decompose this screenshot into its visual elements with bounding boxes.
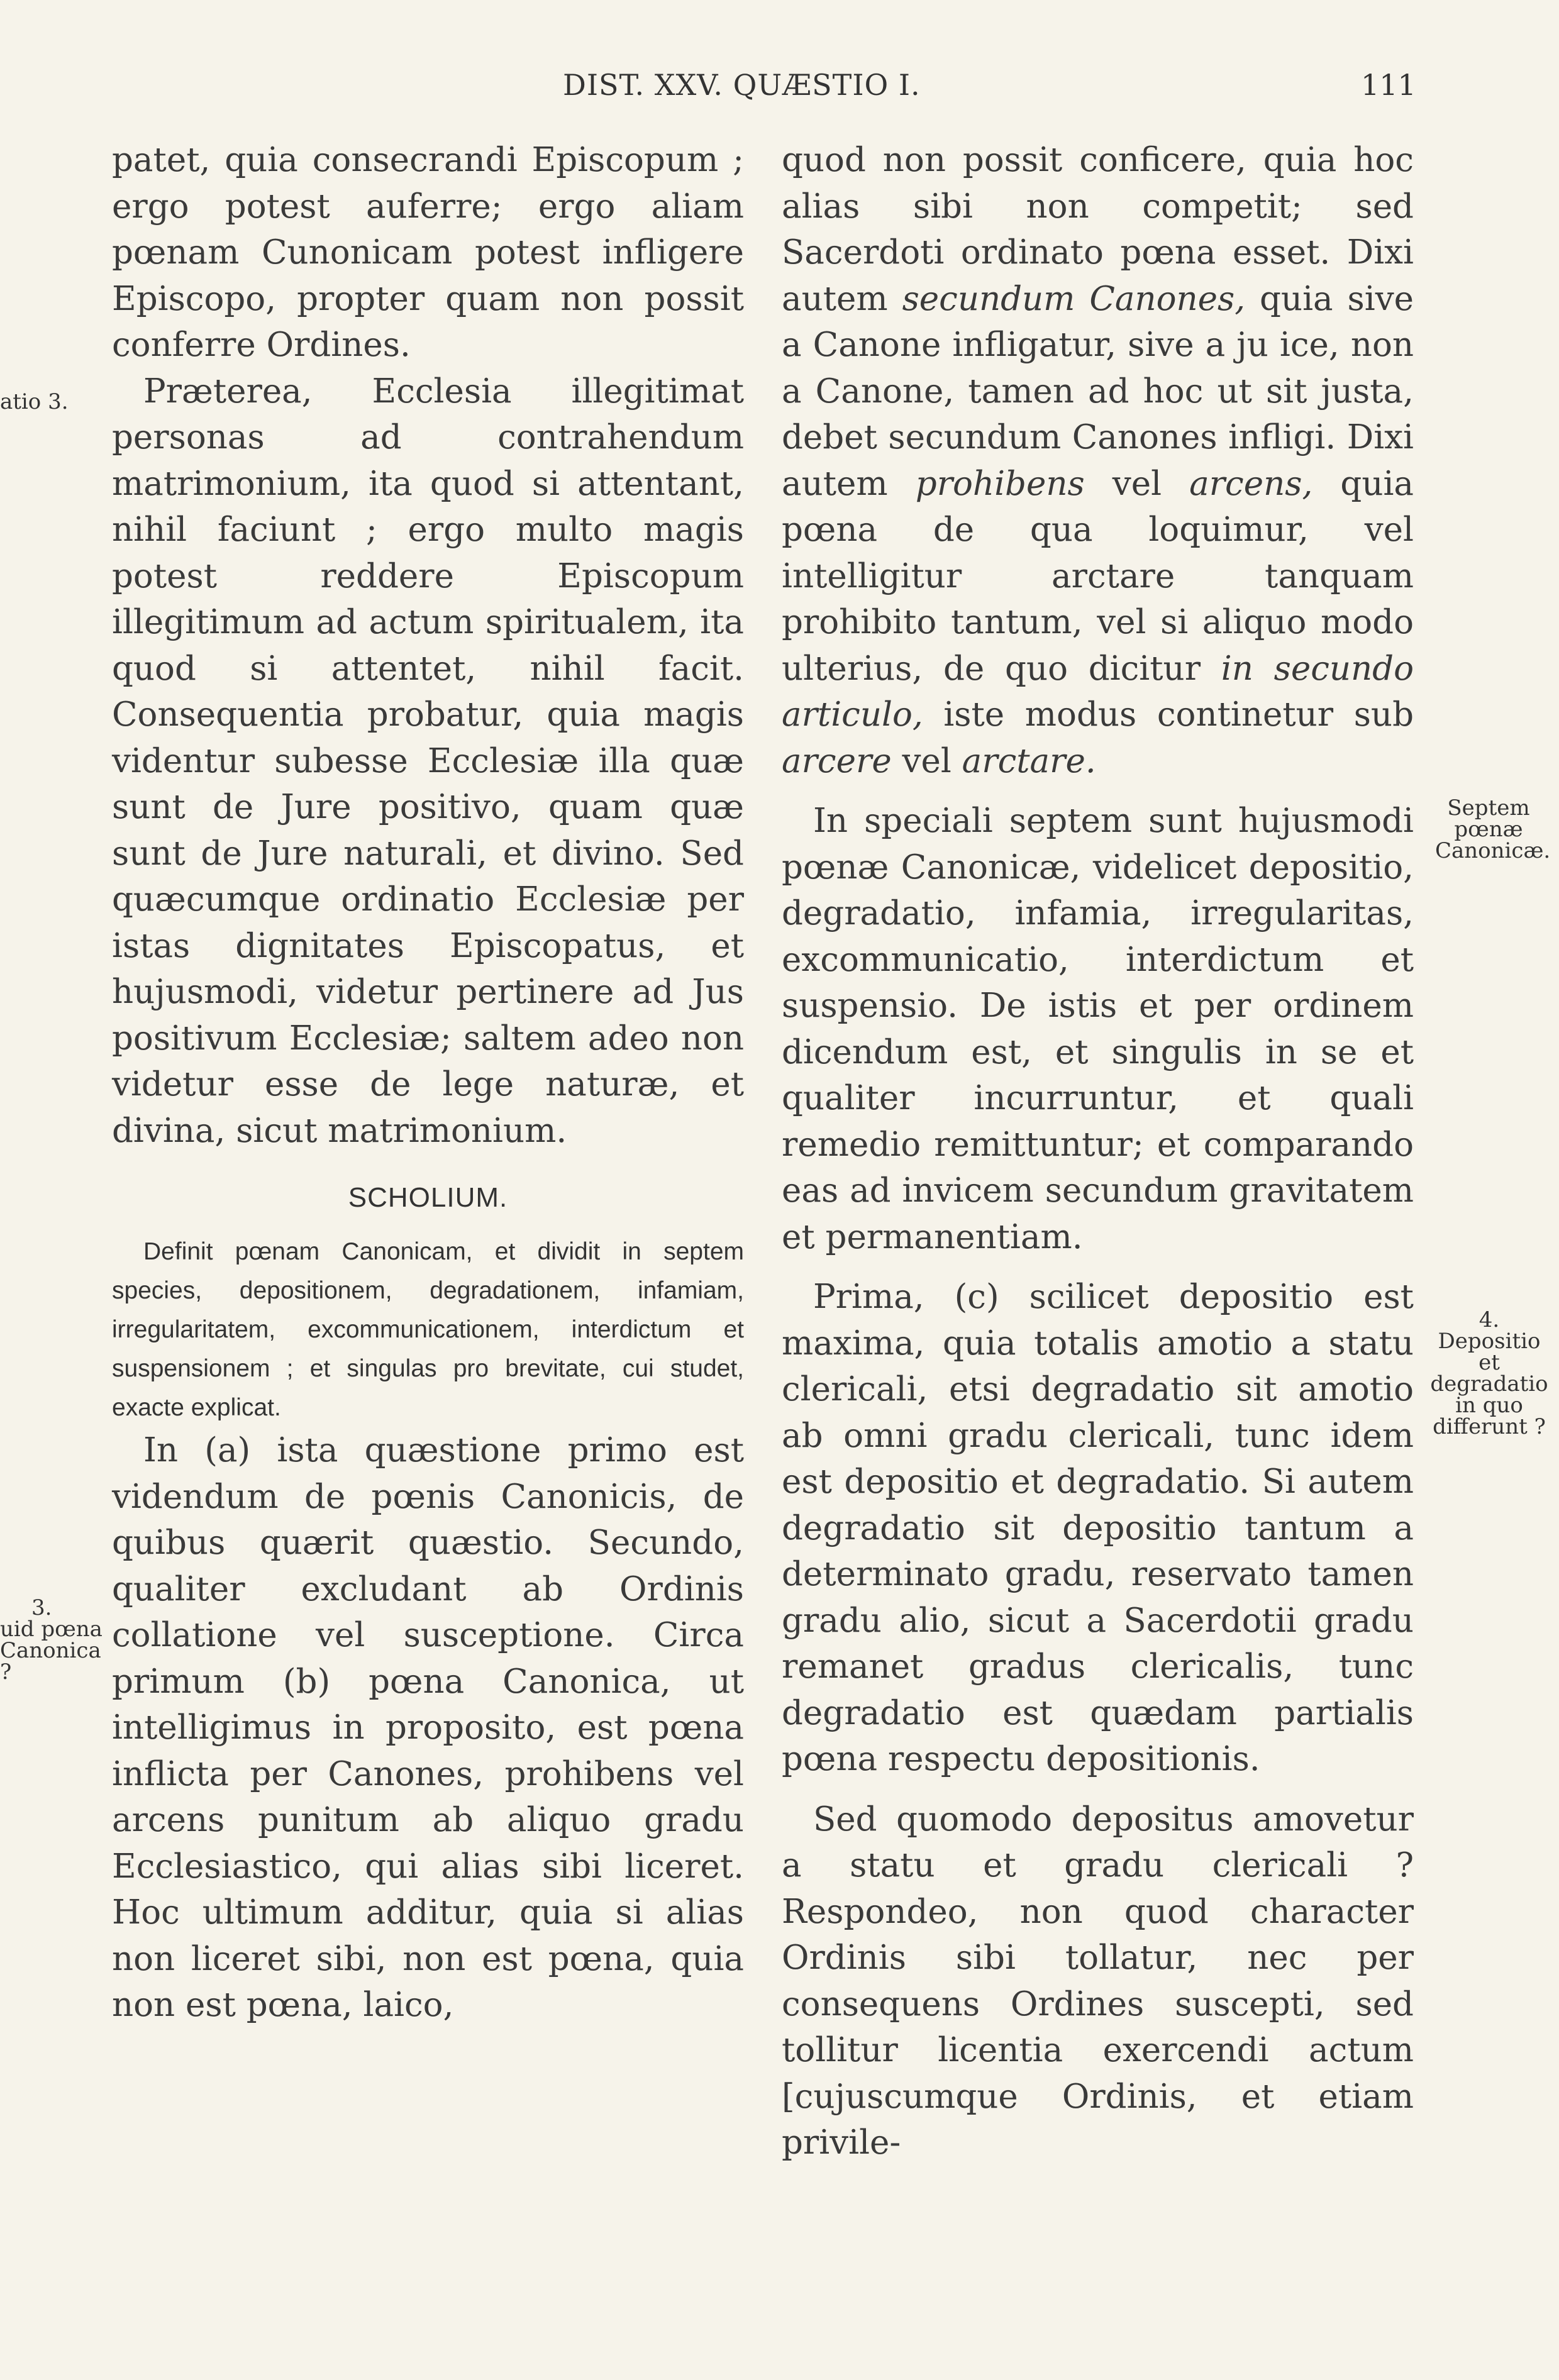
paragraph-continued: patet, quia consecrandi Episcopum ; ergo potest auferre; ergo aliam pœnam Cunonicam potest infligere Episcopo, propter quam non possit conferre Ordines. [112, 141, 744, 364]
page-number: 111 [1361, 68, 1416, 102]
paragraph-right-1: quod non possit conficere, quia hoc alias sibi non competit; sed Sacerdoti ordinato pœna esset. Dixi autem secundum Canones, quia sive a Canone infligatur, sive a ju ice, non a Canone, tamen ad hoc ut sit justa, debet secundum Canones infligi. Dixi autem prohibens vel arcens, quia pœna de qua loquimur, vel intelligitur arctare tanquam prohibito tantum, vel si aliquo modo ulterius, de quo dicitur in secundo articulo, iste modus continetur sub arcere vel arctare. [782, 141, 1414, 780]
margin-note-left-2: 3. uid pœna Canonica ? [0, 1595, 103, 1685]
margin-note-right-1: Septem pœnæ Canonicæ. [1435, 795, 1551, 863]
paragraph-septem: In speciali septem sunt hujusmodi pœnæ Canonicæ, videlicet depositio, degradatio, infamia, irregularitas, excommunicatio, interdictum et suspensio. De istis et per ordinem dicendum est, et singulis in se et qualiter incurruntur, et quali remedio remittuntur; et comparando eas ad invicem secundum gravitatem et permanentiam. [782, 802, 1414, 1256]
margin-note-right-2: 4. Depositio et degradatio in quo differunt ? [1430, 1307, 1548, 1439]
right-column [782, 137, 1414, 2166]
running-header-title: DIST. XXV. QUÆSTIO I. [563, 68, 921, 102]
paragraph-sed-quomodo: Sed quomodo depositus amovetur a statu et gradu clericali ? Respondeo, non quod character Ordinis sibi tollatur, nec per consequens Ordines suscepti, sed tollitur licentia exercendi actum [cujuscumque Ordinis, et etiam privile- [782, 1800, 1414, 2162]
paragraph-prima: Prima, (c) scilicet depositio est maxima, quia totalis amotio a statu clericali, etsi degradatio sit amotio ab omni gradu clericali, tunc idem est depositio et degradatio. Si autem degradatio sit depositio tantum a determinato gradu, reservato tamen gradu alio, sicut a Sacerdotii gradu remanet gradus clericalis, tunc degradatio est quædam partialis pœna respectu depositionis. [782, 1278, 1414, 1778]
paragraph-objection-3: Præterea, Ecclesia illegitimat personas ad contrahendum matrimonium, ita quod si attentant, nihil faciunt ; ergo multo magis potest reddere Episcopum illegitimum ad actum spiritualem, ita quod si attentet, nihil facit. Consequentia probatur, quia magis videntur subesse Ecclesiæ illa quæ sunt de Jure positivo, quam quæ sunt de Jure naturali, et divino. Sed quæcumque ordinatio Ecclesiæ per istas dignitates Episcopatus, et hujusmodi, videtur pertinere ad Jus positivum Ecclesiæ; saltem adeo non videtur esse de lege naturæ, et divina, sicut matrimonium. [112, 372, 744, 1150]
scholium-text: Definit pœnam Canonicam, et dividit in septem species, depositionem, degradationem, infamiam, irregularitatem, excommunicationem, interdictum et suspensionem ; et singulas pro brevitate, cui studet, exacte explicat. [112, 1238, 744, 1421]
margin-note-left-1: atio 3. [0, 389, 69, 414]
scholium-heading: SCHOLIUM. [348, 1182, 508, 1213]
left-column [112, 137, 744, 2029]
paragraph-in-a: In (a) ista quæstione primo est videndum de pœnis Canonicis, de quibus quærit quæstio. Secundo, qualiter excludant ab Ordinis collatione vel susceptione. Circa primum (b) pœna Canonica, ut intelligimus in proposito, est pœna inflicta per Canones, prohibens vel arcens punitum ab aliquo gradu Ecclesiastico, qui alias sibi liceret. Hoc ultimum additur, quia si alias non liceret sibi, non est pœna, quia non est pœna, laico, [112, 1431, 744, 2024]
